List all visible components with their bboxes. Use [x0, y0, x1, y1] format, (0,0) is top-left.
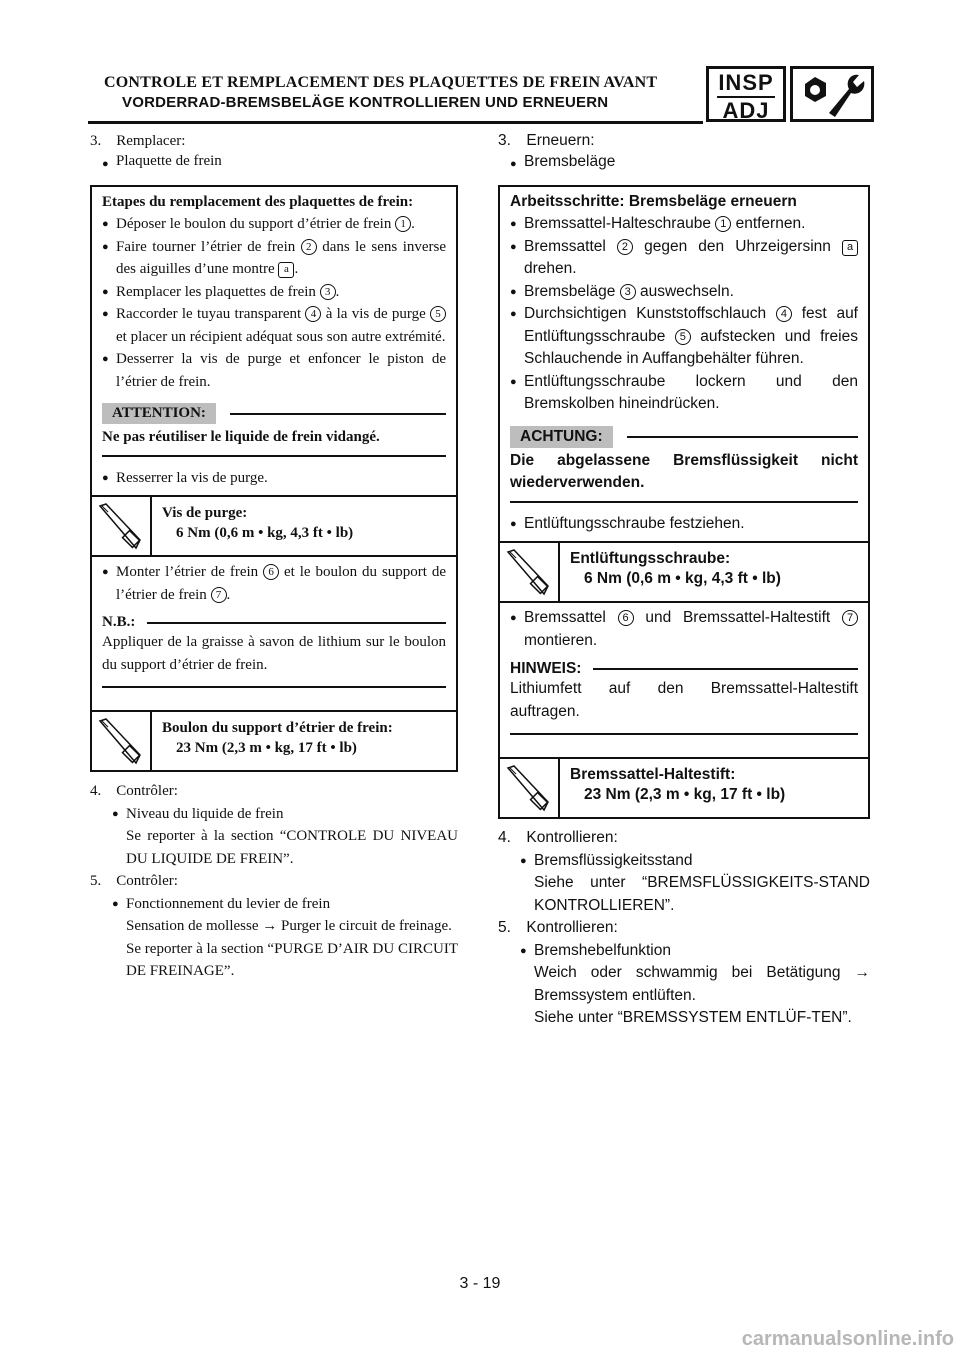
page-header — [88, 66, 874, 122]
de-step-5: ● Entlüftungsschraube lockern und den Bremskolben hineindrücken. — [510, 372, 858, 412]
de-torque-bleed-screw — [500, 541, 868, 603]
de-step3: 3. Erneuern: — [498, 132, 595, 149]
fr-step5-item: ● Fonctionnement du levier de frein — [112, 895, 331, 912]
de-step-7: ● Bremssattel 6 und Bremssattel-Haltestift 7 montieren. — [510, 607, 858, 652]
de-box-title: Arbeitsschritte: Bremsbeläge erneuern — [510, 192, 797, 210]
badge-top: INSP — [718, 70, 774, 95]
torque-wrench-icon — [92, 712, 152, 770]
fr-procedure-box — [90, 185, 458, 773]
fr-note-text: Appliquer de la graisse à savon de lithium sur le boulon du support d’étrier de frein. — [102, 634, 446, 673]
de-step4-item: ● Bremsflüssigkeitsstand — [520, 851, 693, 869]
badge-bottom: ADJ — [722, 98, 770, 123]
torque-wrench-icon — [92, 497, 152, 555]
de-note-heading: HINWEIS: — [510, 660, 858, 678]
de-step5-ref: Siehe unter “BREMSSYSTEM ENTLÜF-TEN”. — [534, 1009, 852, 1026]
french-column — [90, 130, 458, 983]
watermark: carmanualsonline.info — [741, 1328, 954, 1350]
de-torque1-label: Entlüftungsschraube: — [570, 550, 731, 567]
de-step4: 4. Kontrollieren: — [498, 829, 618, 846]
torque-wrench-icon — [500, 759, 560, 817]
fr-step5-ref: Se reporter à la section “PURGE D’AIR DU CIRCUIT DE FREINAGE”. — [126, 940, 458, 979]
de-caution-heading: ACHTUNG: — [510, 426, 858, 448]
de-step-1: ● Bremssattel-Halteschraube 1 entfernen. — [510, 215, 806, 232]
section-badge — [706, 66, 786, 122]
de-step5: 5. Kontrollieren: — [498, 919, 618, 936]
fr-caution-text: Ne pas réutiliser le liquide de frein vidangé. — [102, 429, 380, 445]
de-torque2-value: 23 Nm (2,3 m • kg, 17 ft • lb) — [584, 786, 786, 803]
fr-torque1-value: 6 Nm (0,6 m • kg, 4,3 ft • lb) — [176, 525, 354, 541]
german-column — [498, 130, 870, 1030]
de-step5-item: ● Bremshebelfunktion — [520, 941, 671, 959]
fr-step-3: ● Remplacer les plaquettes de frein 3 . — [102, 283, 340, 300]
torque-wrench-icon — [500, 543, 560, 601]
fr-step4: 4. Contrôler: — [90, 783, 178, 799]
de-step-4: ● Durchsichtigen Kunststoffschlauch 4 fest auf Entlüftungsschraube 5 aufstecken und freies Schlauchende in Auffangbehälter führen. — [510, 305, 858, 367]
fr-step3: 3. Remplacer: — [90, 133, 186, 149]
fr-step-6: ● Resserrer la vis de purge. — [102, 469, 268, 486]
de-procedure-box — [498, 185, 870, 820]
de-torque-caliper-pin — [500, 757, 868, 817]
de-step4-ref: Siehe unter “BREMSFLÜSSIGKEITS-STAND KONTROLLIEREN”. — [534, 874, 870, 914]
fr-step4-ref: Se reporter à la section “CONTROLE DU NIVEAU DU LIQUIDE DE FREIN”. — [126, 828, 458, 867]
de-note-text: Lithiumfett auf den Bremssattel-Haltestift auftragen. — [510, 680, 858, 720]
de-torque2-label: Bremssattel-Haltestift: — [570, 766, 736, 783]
fr-torque-caliper-bolt — [92, 710, 456, 770]
fr-step5-text: Sensation de mollesse → Purger le circuit de freinage. — [126, 918, 452, 934]
de-step3-item: ● Bremsbeläge — [510, 152, 616, 170]
fr-step4-item: ● Niveau du liquide de frein — [112, 805, 284, 822]
de-step-2: ● Bremssattel 2 gegen den Uhrzeigersinn a drehen. — [510, 236, 858, 281]
fr-caution-heading: ATTENTION: — [102, 403, 446, 424]
fr-step3-item: ● Plaquette de frein — [102, 152, 222, 170]
fr-note-heading: N.B.: — [102, 614, 446, 631]
header-title-de: VORDERRAD-BREMSBELÄGE KONTROLLIEREN UND ERNEUERN — [122, 94, 609, 111]
de-caution-text: Die abgelassene Bremsflüssigkeit nicht wiederverwenden. — [510, 451, 858, 491]
fr-step-2: ● Faire tourner l’étrier de frein 2 dans le sens inverse des aiguilles d’une montre a . — [102, 238, 447, 277]
fr-torque2-value: 23 Nm (2,3 m • kg, 17 ft • lb) — [176, 740, 357, 756]
header-rule — [88, 121, 703, 124]
de-step-3: ● Bremsbeläge 3 auswechseln. — [510, 282, 734, 300]
de-step5-text: Weich oder schwammig bei Betätigung → Bremssystem entlüften. — [534, 964, 870, 1004]
fr-step-1: ● Déposer le boulon du support d’étrier de frein 1 . — [102, 216, 415, 232]
fr-step-7: ● Monter l’étrier de frein 6 et le boulon du support de l’étrier de frein 7 . — [102, 564, 447, 603]
fr-box-title: Etapes du remplacement des plaquettes de frein: — [102, 193, 414, 210]
header-title-fr: CONTROLE ET REMPLACEMENT DES PLAQUETTES DE FREIN AVANT — [104, 74, 658, 91]
fr-step-4: ● Raccorder le tuyau transparent 4 à la vis de purge 5 et placer un récipient adéquat sous son autre extrémité. — [102, 306, 446, 345]
de-torque1-value: 6 Nm (0,6 m • kg, 4,3 ft • lb) — [584, 570, 781, 587]
fr-torque1-label: Vis de purge: — [162, 505, 248, 521]
fr-step5: 5. Contrôler: — [90, 873, 178, 889]
wrench-bolt-icon — [790, 66, 874, 122]
fr-step-5: ● Desserrer la vis de purge et enfoncer le piston de l’étrier de frein. — [102, 351, 446, 390]
de-step-6: ● Entlüftungsschraube festziehen. — [510, 514, 745, 532]
fr-torque-bleed-screw — [92, 495, 456, 557]
page-number: 3 - 19 — [459, 1275, 501, 1292]
fr-torque2-label: Boulon du support d’étrier de frein: — [162, 720, 393, 736]
